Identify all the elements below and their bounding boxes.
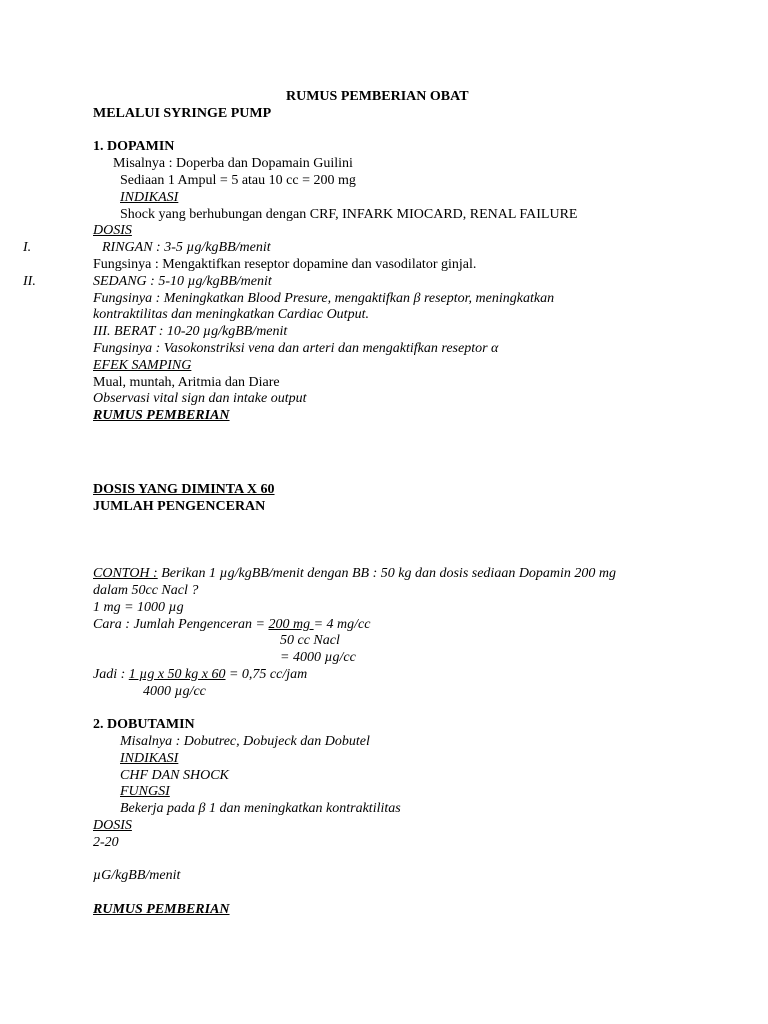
cara-suffix: = 4 mg/cc xyxy=(313,617,371,632)
dosis-sedang: SEDANG : 5-10 µg/kgBB/menit xyxy=(93,274,272,289)
dosis-berat: III. BERAT : 10-20 µg/kgBB/menit xyxy=(93,324,288,339)
dopamin-sediaan: Sediaan 1 Ampul = 5 atau 10 cc = 200 mg xyxy=(120,173,356,188)
dopamin-misalnya: Misalnya : Doperba dan Dopamain Guilini xyxy=(113,156,353,171)
dobutamin-dosis-unit: µG/kgBB/menit xyxy=(93,868,181,883)
dosis-ringan-number: I. xyxy=(23,240,32,255)
dosis-berat-fungsi: Fungsinya : Vasokonstriksi vena dan arteri dan mengaktifkan reseptor α xyxy=(93,341,499,356)
cara-result: = 4000 µg/cc xyxy=(280,650,356,665)
dosis-sedang-fungsi-1: Fungsinya : Meningkatkan Blood Presure, mengaktifkan β reseptor, meningkatkan xyxy=(93,291,555,306)
contoh-label: CONTOH : xyxy=(93,566,158,581)
dobutamin-dosis-label: DOSIS xyxy=(93,818,132,833)
dopamin-dosis-label: DOSIS xyxy=(93,223,132,238)
efek-samping-label: EFEK SAMPING xyxy=(93,358,192,373)
formula-numerator: DOSIS YANG DIMINTA X 60 xyxy=(93,482,275,497)
dobutamin-indikasi-label: INDIKASI xyxy=(120,751,179,766)
dobutamin-heading: 2. DOBUTAMIN xyxy=(93,717,195,732)
dopamin-rumus-label: RUMUS PEMBERIAN xyxy=(93,408,230,423)
document-title: RUMUS PEMBERIAN OBAT xyxy=(286,89,469,104)
dosis-ringan: RINGAN : 3-5 µg/kgBB/menit xyxy=(102,240,271,255)
contoh-line-2: dalam 50cc Nacl ? xyxy=(93,583,199,598)
dopamin-indikasi-text: Shock yang berhubungan dengan CRF, INFARK MIOCARD, RENAL FAILURE xyxy=(120,207,578,222)
cara-line xyxy=(93,616,370,633)
jadi-line xyxy=(93,666,307,683)
dopamin-heading: 1. DOPAMIN xyxy=(93,139,175,154)
contoh-text: Berikan 1 µg/kgBB/menit dengan BB : 50 kg dan dosis sediaan Dopamin 200 mg xyxy=(157,566,617,581)
formula-denominator: JUMLAH PENGENCERAN xyxy=(93,499,266,514)
efek-samping-text: Mual, muntah, Aritmia dan Diare xyxy=(93,375,280,390)
dosis-ringan-fungsi: Fungsinya : Mengaktifkan reseptor dopamine dan vasodilator ginjal. xyxy=(93,257,477,272)
dosis-sedang-number: II. xyxy=(23,274,36,289)
dopamin-indikasi-label: INDIKASI xyxy=(120,190,179,205)
contoh-line-3: 1 mg = 1000 µg xyxy=(93,600,184,615)
jadi-prefix: Jadi : xyxy=(93,667,129,682)
dosis-sedang-fungsi-2: kontraktilitas dan meningkatkan Cardiac Output. xyxy=(93,307,369,322)
jadi-denominator: 4000 µg/cc xyxy=(143,684,206,699)
dobutamin-misalnya: Misalnya : Dobutrec, Dobujeck dan Dobutel xyxy=(120,734,370,749)
cara-prefix: Cara : Jumlah Pengenceran = xyxy=(93,617,269,632)
dobutamin-fungsi-text: Bekerja pada β 1 dan meningkatkan kontraktilitas xyxy=(120,801,401,816)
dobutamin-dosis-value: 2-20 xyxy=(93,835,119,850)
observasi-text: Observasi vital sign dan intake output xyxy=(93,391,307,406)
document-subtitle: MELALUI SYRINGE PUMP xyxy=(93,106,272,121)
contoh-line-1 xyxy=(93,565,616,582)
dobutamin-fungsi-label: FUNGSI xyxy=(120,784,170,799)
cara-denominator: 50 cc Nacl xyxy=(280,633,340,648)
jadi-numerator: 1 µg x 50 kg x 60 xyxy=(128,667,226,682)
cara-numerator: 200 mg xyxy=(268,617,314,632)
dobutamin-rumus-label: RUMUS PEMBERIAN xyxy=(93,902,230,917)
jadi-suffix: = 0,75 cc/jam xyxy=(225,667,308,682)
dobutamin-indikasi-text: CHF DAN SHOCK xyxy=(120,768,229,783)
